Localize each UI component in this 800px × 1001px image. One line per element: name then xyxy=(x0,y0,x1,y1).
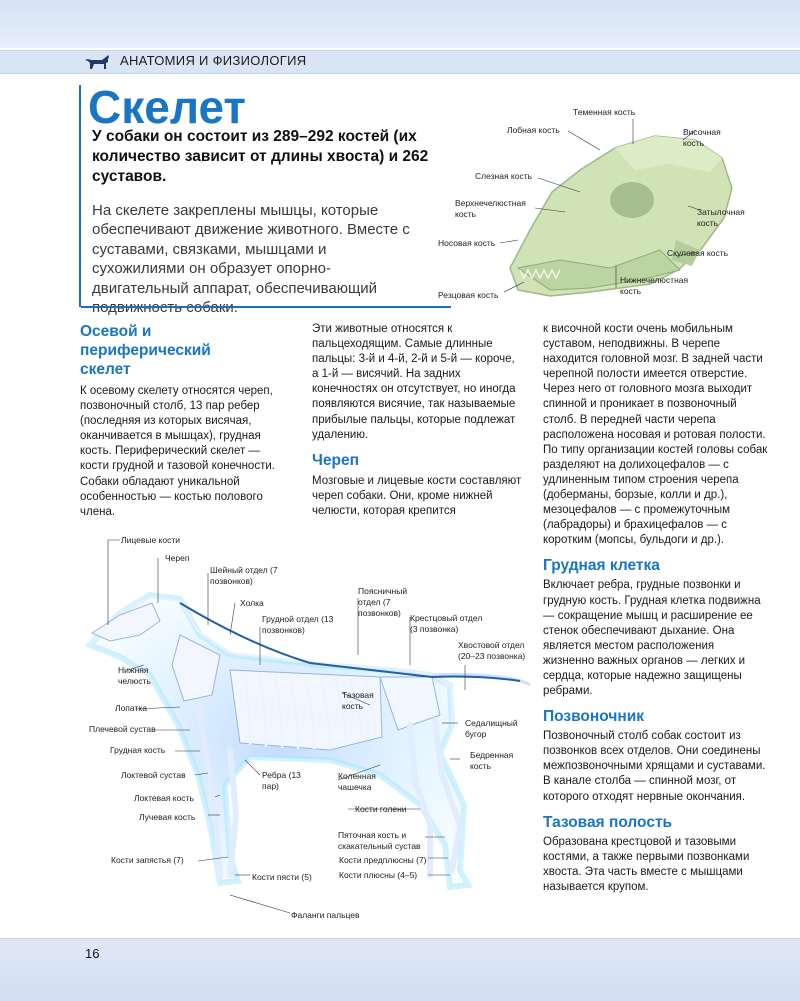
label-facial-bones: Лицевые кости xyxy=(121,535,180,545)
label-ischial-tuberosity: Седалищный бугор xyxy=(465,718,518,739)
label-metacarpus: Кости пясти (5) xyxy=(252,872,312,882)
label-hock: Пяточная кость и скакательный сустав xyxy=(338,830,421,851)
heading-pelvis: Тазовая полость xyxy=(543,813,673,831)
page-number: 16 xyxy=(85,946,100,961)
label-tarsus: Кости предплюсны (7) xyxy=(339,855,427,865)
label-ribs: Ребра (13 пар) xyxy=(262,770,301,791)
top-band xyxy=(0,0,800,48)
page-title: Скелет xyxy=(88,81,246,133)
label-femur: Бедренная кость xyxy=(470,750,514,771)
label-maxilla: Верхнечелюстная кость xyxy=(455,198,526,219)
label-lower-jaw: Нижняя челюсть xyxy=(118,665,151,686)
label-ulna: Локтевая кость xyxy=(134,793,194,803)
column-3 xyxy=(543,322,768,895)
label-incisive: Резцовая кость xyxy=(438,290,499,300)
label-phalanges: Фаланги пальцев xyxy=(291,910,360,920)
section-title: АНАТОМИЯ И ФИЗИОЛОГИЯ xyxy=(120,53,307,68)
label-tail: Хвостовой отдел (20–23 позвонка) xyxy=(458,640,526,661)
label-elbow-joint: Локтевой сустав xyxy=(121,770,186,780)
label-thoracic: Грудной отдел (13 позвонков) xyxy=(262,614,334,635)
label-lacrimal: Слезная кость xyxy=(475,171,533,181)
label-shoulder-joint: Плечевой сустав xyxy=(89,724,156,734)
label-metatarsus: Кости плюсны (4–5) xyxy=(339,870,418,880)
label-radius: Лучевая кость xyxy=(139,812,196,822)
label-sacral: Крестцовый отдел (3 позвонка) xyxy=(410,613,483,634)
column-1 xyxy=(80,322,292,520)
heading-axial-skeleton: Осевой и периферический скелет xyxy=(80,323,211,378)
label-mandible: Нижнечелюстная кость xyxy=(620,275,689,296)
label-scapula: Лопатка xyxy=(115,703,147,713)
intro-text: На скелете закреплены мышцы, которые обеспечивают движение животного. Вместе с суставами, связками, мышцами и сухожилиями он образует опорно-двигательный аппарат, обеспечивающий xyxy=(92,202,410,297)
column-2 xyxy=(312,322,524,519)
text-skull-cont: к височной кости очень мобильным суставом, неподвижны. В черепе находится головной мозг. В задней части черепной полости имеется отверстие. Через него от головного мозга выходит спинной и проникает в позвоночный столб. В передней части черепа расположена носовая и ротовая полости. По типу организации костей головы собак разделяют на долихоцефалов — с удлиненным типом строения черепа (доберманы, борзые, колли и др.), мезоцефалов — с промежуточным (лабрадоры) и брахицефалов — с коротким (мопсы, бульдоги и др.). xyxy=(543,323,768,547)
text-chest: Включает ребра, грудные позвонки и грудную кость. Грудная клетка подвижна — сокращение мышц и расширение ее стенок обеспечивают дыхание. Она является местом расположения жизненно важных органов — легких и сердца, которые надежно защищены ребрами. xyxy=(543,579,761,698)
label-withers: Холка xyxy=(240,598,264,608)
label-frontal: Лобная кость xyxy=(507,125,560,135)
text-digits: Эти животные относятся к пальцеходящим. Самые длинные пальцы: 3-й и 4-й, 2-й и 5-й — короче, а 1-й — висячий. На задних конечностях он отсутствует, но иногда появляются висячие, так называемые прибылые пальцы, которые подлежат удалению. xyxy=(312,323,516,441)
label-nasal: Носовая кость xyxy=(438,238,496,248)
label-skull: Череп xyxy=(165,553,190,563)
label-zygomatic: Скуловая кость xyxy=(667,248,729,258)
label-patella: Коленная чашечка xyxy=(338,771,376,792)
text-spine: Позвоночный столб собак состоит из позвонков всех отделов. Они соединены межпозвоночными хрящами и суставами. В канале столба — спинной мозг, от которого отходят нервные окончания. xyxy=(543,730,766,803)
label-occipital: Затылочная кость xyxy=(697,207,745,228)
footer-band xyxy=(0,938,800,1001)
text-axial-skeleton: К осевому скелету относятся череп, позвоночный столб, 13 пар ребер (последняя из которых висячая, оканчивается в мышцах), грудная кость. Периферический скелет — кости грудной и тазовой конечности. Собаки обладают уникальной особенностью — костью полового члена. xyxy=(80,385,275,518)
label-cervical: Шейный отдел (7 позвонков) xyxy=(210,565,278,586)
intro-left-rule xyxy=(79,85,81,307)
heading-spine: Позвоночник xyxy=(543,708,644,726)
dog-silhouette-icon xyxy=(82,51,112,71)
intro-bottom-rule xyxy=(81,306,451,308)
lead-text: У собаки он состоит из 289–292 костей (их количество зависит от длины хвоста) и 262 суставов. xyxy=(92,128,429,185)
label-pelvic-bone: Тазовая кость xyxy=(342,690,374,711)
label-sternum: Грудная кость xyxy=(110,745,166,755)
label-temporal: Височная кость xyxy=(683,127,721,148)
label-carpus: Кости запястья (7) xyxy=(111,855,184,865)
text-skull: Мозговые и лицевые кости составляют череп собаки. Они, кроме нижней челюсти, которая крепится xyxy=(312,474,522,517)
text-pelvis: Образована крестцовой и тазовыми костями, а также первыми позвонками хвоста. Эта часть вместе с мышцами называется крупом. xyxy=(543,835,750,893)
label-tibia: Кости голени xyxy=(355,804,407,814)
label-lumbar: Поясничный отдел (7 позвонков) xyxy=(358,586,408,618)
heading-chest: Грудная клетка xyxy=(543,557,660,575)
label-parietal: Теменная кость xyxy=(573,107,636,117)
heading-skull: Череп xyxy=(312,451,359,469)
